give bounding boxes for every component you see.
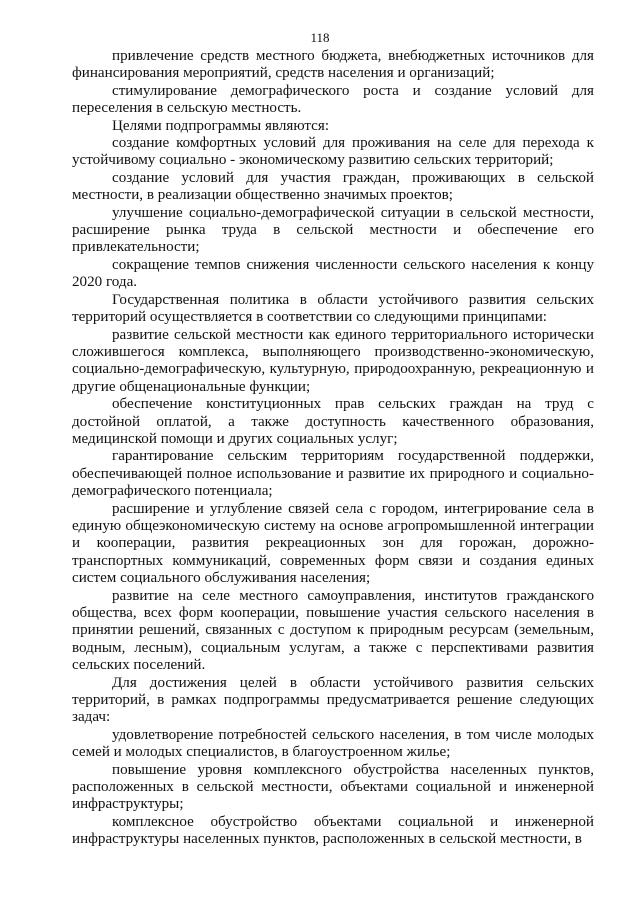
paragraph: создание условий для участия граждан, проживающих в сельской местности, в реализации общественно значимых проектов;	[72, 169, 594, 204]
paragraph: развитие сельской местности как единого территориального исторически сложившегося комплекса, выполняющего производственно-экономическую, социально-демографическую, культурную, природоохранную, рекреационную и другие общенациональные функции;	[72, 326, 594, 395]
paragraph: улучшение социально-демографической ситуации в сельской местности, расширение рынка труда в сельской местности и обеспечение его привлекательности;	[72, 204, 594, 256]
paragraph: удовлетворение потребностей сельского населения, в том числе молодых семей и молодых специалистов, в благоустроенном жилье;	[72, 726, 594, 761]
paragraph: стимулирование демографического роста и создание условий для переселения в сельскую местность.	[72, 82, 594, 117]
paragraph: гарантирование сельским территориям государственной поддержки, обеспечивающей полное использование и развитие их природного и социально-демографического потенциала;	[72, 448, 594, 500]
paragraph: Для достижения целей в области устойчивого развития сельских территорий, в рамках подпрограммы предусматривается решение следующих задач:	[72, 674, 594, 726]
paragraph: развитие на селе местного самоуправления, институтов гражданского общества, всех форм кооперации, повышение участия сельского населения в принятии решений, связанных с доступом к природным ресурсам (земельным, водным, лесным), социальным услугам, а также с перспективами развития сельских поселений.	[72, 587, 594, 674]
paragraph: обеспечение конституционных прав сельских граждан на труд с достойной оплатой, а также доступность качественного образования, медицинской помощи и других социальных услуг;	[72, 396, 594, 447]
paragraph: расширение и углубление связей села с городом, интегрирование села в единую общеэкономическую систему на основе агропромышленной интеграции и кооперации, развития рекреационных зон для горожан, дорожно-транспортных коммуникаций, современных форм связи и создания единых систем социального обслуживания населения;	[72, 500, 594, 587]
paragraph: сокращение темпов снижения численности сельского населения к концу 2020 года.	[72, 256, 594, 291]
paragraph: повышение уровня комплексного обустройства населенных пунктов, расположенных в сельской местности, объектами социальной и инженерной инфраструктуры;	[72, 761, 594, 813]
page-number: 118	[310, 30, 330, 45]
paragraph: Целями подпрограммы являются:	[112, 117, 330, 134]
paragraph: создание комфортных условий для проживания на селе для перехода к устойчивому социально - экономическому развитию сельских территорий;	[72, 135, 594, 169]
paragraph: привлечение средств местного бюджета, внебюджетных источников для финансирования мероприятий, средств населения и организаций;	[72, 48, 594, 82]
paragraph: комплексное обустройство объектами социальной и инженерной инфраструктуры населенных пунктов, расположенных в сельской местности, в	[72, 813, 594, 848]
body-text	[72, 48, 594, 849]
paragraph: Государственная политика в области устойчивого развития сельских территорий осуществляется в соответствии со следующими принципами:	[72, 291, 594, 326]
